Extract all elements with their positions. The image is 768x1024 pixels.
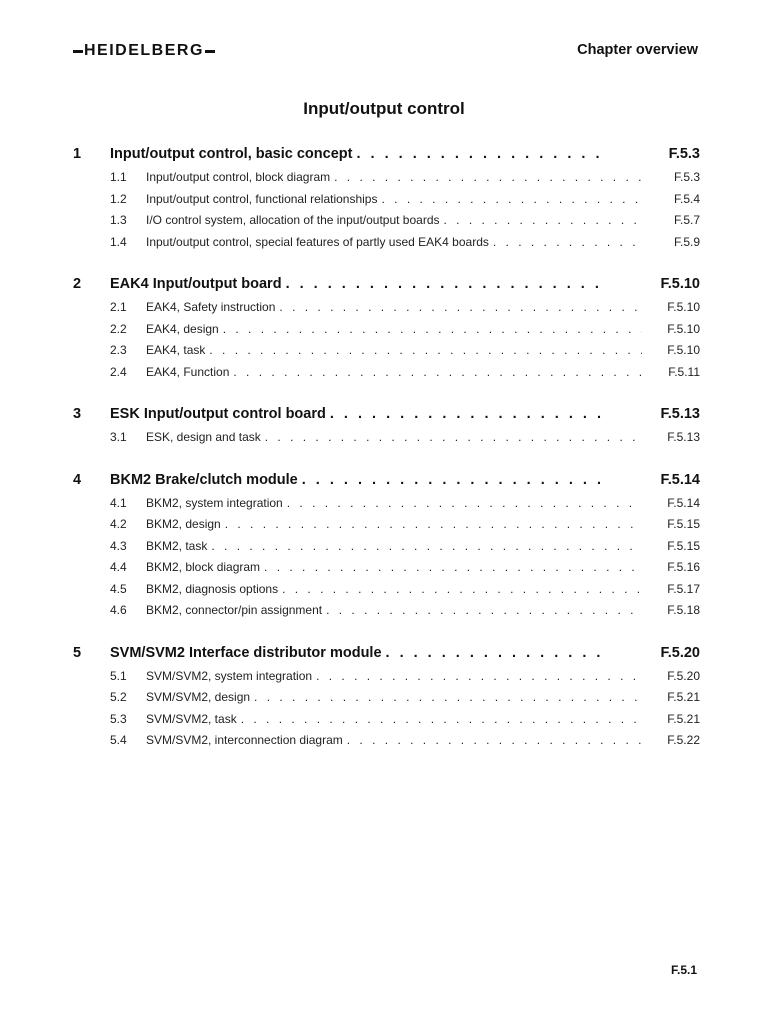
- entry-title: BKM2, diagnosis options: [146, 581, 279, 596]
- entry-title: SVM/SVM2, interconnection diagram: [146, 733, 343, 747]
- dot-leader: [223, 322, 642, 336]
- dot-leader: [254, 690, 642, 704]
- toc-entry-row[interactable]: [73, 170, 700, 192]
- chapter-label: Chapter overview: [577, 42, 698, 58]
- entry-number: 1.2: [110, 191, 127, 206]
- entry-page: F.5.15: [667, 538, 700, 553]
- entry-page: F.5.21: [667, 711, 700, 726]
- entry-page: F.5.4: [673, 191, 700, 206]
- entry-number: 4.5: [110, 581, 127, 596]
- entry-title: SVM/SVM2, task: [146, 711, 237, 726]
- entry-title: ESK, design and task: [146, 430, 261, 444]
- entry-title: Input/output control, block diagram: [146, 170, 331, 184]
- entry-title: BKM2, connector/pin assignment: [146, 603, 323, 617]
- entry-number: 3.1: [110, 430, 127, 444]
- chapter-number: 2: [73, 276, 82, 292]
- dot-leader: [282, 582, 642, 596]
- entry-title: Input/output control, functional relationships: [146, 191, 378, 206]
- entry-page: F.5.10: [667, 321, 700, 336]
- dot-leader: [381, 192, 642, 206]
- title-with-leader: [110, 472, 606, 488]
- entry-title: SVM/SVM2, system integration: [146, 668, 313, 683]
- chapter-page: F.5.14: [660, 471, 700, 488]
- toc-entry-row[interactable]: [73, 235, 700, 257]
- heidelberg-logo: [73, 42, 215, 60]
- entry-title: BKM2, system integration: [146, 495, 283, 510]
- title-with-leader: [146, 603, 642, 617]
- entry-page: F.5.16: [667, 560, 700, 574]
- entry-number: 5.2: [110, 690, 127, 704]
- dot-leader: [356, 146, 606, 162]
- entry-title: SVM/SVM2, design: [146, 690, 251, 704]
- title-with-leader: [146, 430, 642, 444]
- dot-leader: [302, 472, 606, 488]
- chapter-number: 3: [73, 406, 82, 422]
- dot-leader: [347, 733, 642, 747]
- entry-title: Input/output control, special features of partly used EAK4 boards: [146, 234, 489, 249]
- entry-number: 2.3: [110, 343, 127, 357]
- dot-leader: [493, 235, 642, 249]
- toc-chapter-row[interactable]: [73, 645, 700, 669]
- title-with-leader: [110, 146, 606, 162]
- toc-entry-row[interactable]: [73, 712, 700, 734]
- dot-leader: [209, 343, 642, 357]
- entry-title: I/O control system, allocation of the input/output boards: [146, 213, 440, 227]
- dot-leader: [211, 539, 642, 553]
- entry-number: 2.4: [110, 364, 127, 379]
- entry-number: 2.2: [110, 321, 127, 336]
- entry-page: F.5.20: [667, 668, 700, 683]
- logo-right-bar: [205, 50, 215, 53]
- toc-section: [73, 472, 700, 625]
- entry-number: 5.4: [110, 733, 127, 747]
- entry-number: 2.1: [110, 300, 127, 314]
- entry-number: 4.1: [110, 495, 127, 510]
- entry-page: F.5.11: [668, 364, 700, 379]
- entry-title: EAK4, task: [146, 343, 206, 357]
- chapter-number: 4: [73, 471, 82, 488]
- dot-leader: [386, 645, 606, 661]
- title-with-leader: [146, 365, 642, 379]
- toc-entry-row[interactable]: [73, 539, 700, 561]
- dot-leader: [330, 406, 606, 422]
- entry-title: BKM2, task: [146, 538, 208, 553]
- entry-page: F.5.17: [667, 581, 700, 596]
- entry-number: 4.2: [110, 517, 127, 531]
- toc-entry-row[interactable]: [73, 603, 700, 625]
- page-title: Input/output control: [303, 99, 465, 118]
- toc-chapter-row[interactable]: [73, 406, 700, 430]
- toc-entry-row[interactable]: [73, 192, 700, 214]
- title-with-leader: [146, 712, 642, 726]
- title-with-leader: [110, 276, 606, 292]
- title-with-leader: [110, 406, 606, 422]
- entry-page: F.5.7: [673, 213, 700, 227]
- toc-entry-row[interactable]: [73, 582, 700, 604]
- entry-page: F.5.18: [667, 603, 700, 617]
- dot-leader: [233, 365, 642, 379]
- toc-entry-row[interactable]: [73, 343, 700, 365]
- chapter-number: 5: [73, 644, 82, 661]
- dot-leader: [225, 517, 642, 531]
- toc-chapter-row[interactable]: [73, 276, 700, 300]
- title-with-leader: [146, 300, 642, 314]
- title-with-leader: [110, 645, 606, 661]
- dot-leader: [326, 603, 642, 617]
- chapter-title: Input/output control, basic concept: [110, 146, 353, 162]
- entry-number: 1.1: [110, 170, 127, 184]
- title-with-leader: [146, 560, 642, 574]
- title-with-leader: [146, 582, 642, 596]
- dot-leader: [279, 300, 642, 314]
- toc-entry-row[interactable]: [73, 517, 700, 539]
- logo-text: HEIDELBERG: [84, 42, 204, 59]
- entry-title: EAK4, design: [146, 321, 219, 336]
- toc-entry-row[interactable]: [73, 733, 700, 755]
- title-with-leader: [146, 669, 642, 683]
- toc-section: [73, 406, 700, 452]
- entry-number: 5.3: [110, 711, 127, 726]
- footer-page-number: F.5.1: [670, 963, 697, 977]
- title-with-leader: [146, 539, 642, 553]
- entry-number: 4.4: [110, 560, 127, 574]
- title-with-leader: [146, 733, 642, 747]
- entry-page: F.5.21: [667, 690, 700, 704]
- toc-section: [73, 276, 700, 386]
- toc-entry-row[interactable]: [73, 430, 700, 452]
- entry-page: F.5.13: [667, 430, 700, 444]
- chapter-title: ESK Input/output control board: [110, 406, 326, 422]
- table-of-contents: [73, 146, 700, 775]
- toc-entry-row[interactable]: [73, 322, 700, 344]
- entry-number: 5.1: [110, 668, 127, 683]
- entry-page: F.5.10: [667, 300, 700, 314]
- toc-entry-row[interactable]: [73, 690, 700, 712]
- entry-number: 4.3: [110, 538, 127, 553]
- chapter-page: F.5.10: [660, 276, 700, 292]
- entry-page: F.5.15: [667, 517, 700, 531]
- chapter-page: F.5.3: [668, 146, 700, 162]
- toc-entry-row[interactable]: [73, 560, 700, 582]
- entry-number: 4.6: [110, 603, 127, 617]
- dot-leader: [265, 430, 642, 444]
- chapter-title: BKM2 Brake/clutch module: [110, 471, 298, 488]
- logo-left-bar: [73, 50, 83, 53]
- title-with-leader: [146, 690, 642, 704]
- dot-leader: [286, 276, 606, 292]
- toc-entry-row[interactable]: [73, 300, 700, 322]
- entry-title: EAK4, Safety instruction: [146, 300, 276, 314]
- chapter-page: F.5.20: [660, 644, 700, 661]
- entry-title: BKM2, design: [146, 517, 221, 531]
- entry-number: 1.4: [110, 234, 127, 249]
- title-with-leader: [146, 192, 642, 206]
- title-with-leader: [146, 343, 642, 357]
- entry-page: F.5.14: [667, 495, 700, 510]
- toc-entry-row[interactable]: [73, 365, 700, 387]
- title-with-leader: [146, 170, 642, 184]
- entry-title: BKM2, block diagram: [146, 560, 261, 574]
- entry-page: F.5.9: [673, 234, 700, 249]
- title-with-leader: [146, 496, 642, 510]
- toc-entry-row[interactable]: [73, 213, 700, 235]
- chapter-page: F.5.13: [660, 406, 700, 422]
- title-with-leader: [146, 213, 642, 227]
- dot-leader: [444, 213, 643, 227]
- dot-leader: [241, 712, 642, 726]
- entry-number: 1.3: [110, 213, 127, 227]
- entry-title: EAK4, Function: [146, 364, 230, 379]
- toc-entry-row[interactable]: [73, 496, 700, 518]
- toc-chapter-row[interactable]: [73, 146, 700, 170]
- entry-page: F.5.22: [667, 733, 700, 747]
- entry-page: F.5.3: [673, 170, 700, 184]
- toc-entry-row[interactable]: [73, 669, 700, 691]
- title-with-leader: [146, 322, 642, 336]
- title-with-leader: [146, 517, 642, 531]
- chapter-title: EAK4 Input/output board: [110, 276, 282, 292]
- entry-page: F.5.10: [667, 343, 700, 357]
- dot-leader: [316, 669, 642, 683]
- toc-section: [73, 645, 700, 755]
- toc-section: [73, 146, 700, 256]
- dot-leader: [264, 560, 642, 574]
- toc-chapter-row[interactable]: [73, 472, 700, 496]
- chapter-title: SVM/SVM2 Interface distributor module: [110, 644, 382, 661]
- title-with-leader: [146, 235, 642, 249]
- chapter-number: 1: [73, 146, 82, 162]
- dot-leader: [334, 170, 642, 184]
- dot-leader: [287, 496, 642, 510]
